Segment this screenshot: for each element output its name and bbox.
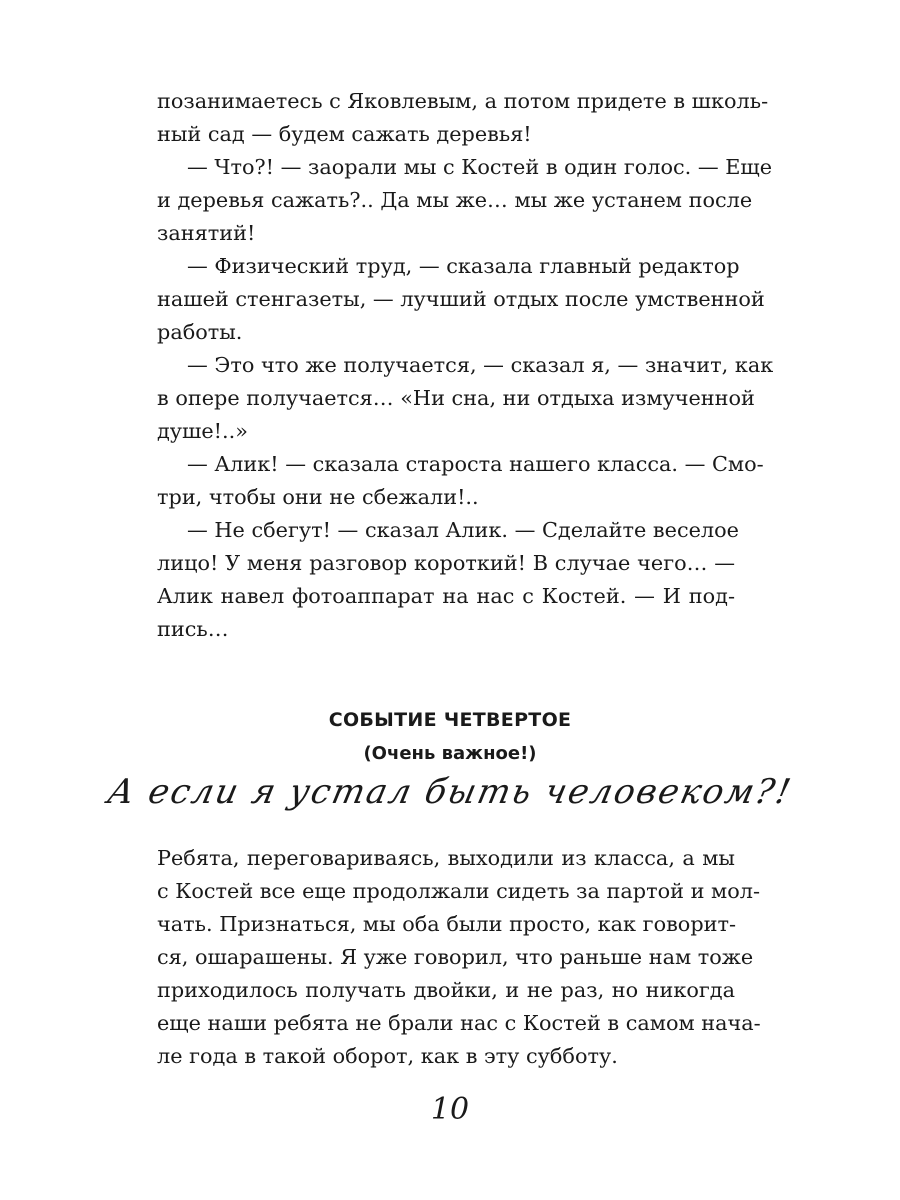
text-line: нашей стенгазеты, — лучший отдых после умственной	[157, 287, 765, 311]
text-line: душе!..»	[157, 419, 248, 443]
text-line: — Алик! — сказала староста нашего класса. — Смо-	[187, 452, 764, 476]
text-line: три, чтобы они не сбежали!..	[157, 485, 479, 509]
text-line: занятий!	[157, 221, 256, 245]
text-line: Ребята, переговариваясь, выходили из класса, а мы	[157, 846, 735, 870]
body-text-bottom	[157, 842, 761, 1073]
text-line: — Это что же получается, — сказал я, — значит, как	[187, 353, 774, 377]
text-line: и деревья сажать?.. Да мы же… мы же устанем после	[157, 188, 753, 212]
text-line: ный сад — будем сажать деревья!	[157, 122, 532, 146]
text-line: — Физический труд, — сказала главный редактор	[187, 254, 740, 278]
chapter-title: СОБЫТИЕ ЧЕТВЕРТОЕ	[328, 709, 572, 731]
text-line: — Не сбегут! — сказал Алик. — Сделайте веселое	[187, 518, 739, 542]
page-number: 10	[430, 1092, 470, 1127]
text-line: в опере получается… «Ни сна, ни отдыха измученной	[157, 386, 755, 410]
chapter-subtitle: (Очень важное!)	[363, 743, 537, 764]
text-line: чать. Признаться, мы оба были просто, как говорит-	[157, 912, 737, 936]
text-line: ся, ошарашены. Я уже говорил, что раньше нам тоже	[157, 945, 754, 969]
text-line: — Что?! — заорали мы с Костей в один голос. — Еще	[187, 155, 773, 179]
text-line: лицо! У меня разговор короткий! В случае чего… —	[157, 551, 735, 575]
text-line: позанимаетесь с Яковлевым, а потом придете в школь-	[157, 89, 769, 113]
body-text-top	[157, 85, 774, 646]
text-line: пись…	[157, 617, 229, 641]
text-line: приходилось получать двойки, и не раз, но никогда	[157, 978, 735, 1002]
text-line: ле года в такой оборот, как в эту субботу.	[157, 1044, 618, 1068]
text-line: работы.	[157, 320, 243, 344]
text-line: с Костей все еще продолжали сидеть за партой и мол-	[157, 879, 760, 903]
text-line: Алик навел фотоаппарат на нас с Костей. — И под-	[157, 584, 735, 608]
text-line: еще наши ребята не брали нас с Костей в самом нача-	[157, 1011, 761, 1035]
chapter-script-title: А если я устал быть человеком?!	[104, 772, 796, 812]
